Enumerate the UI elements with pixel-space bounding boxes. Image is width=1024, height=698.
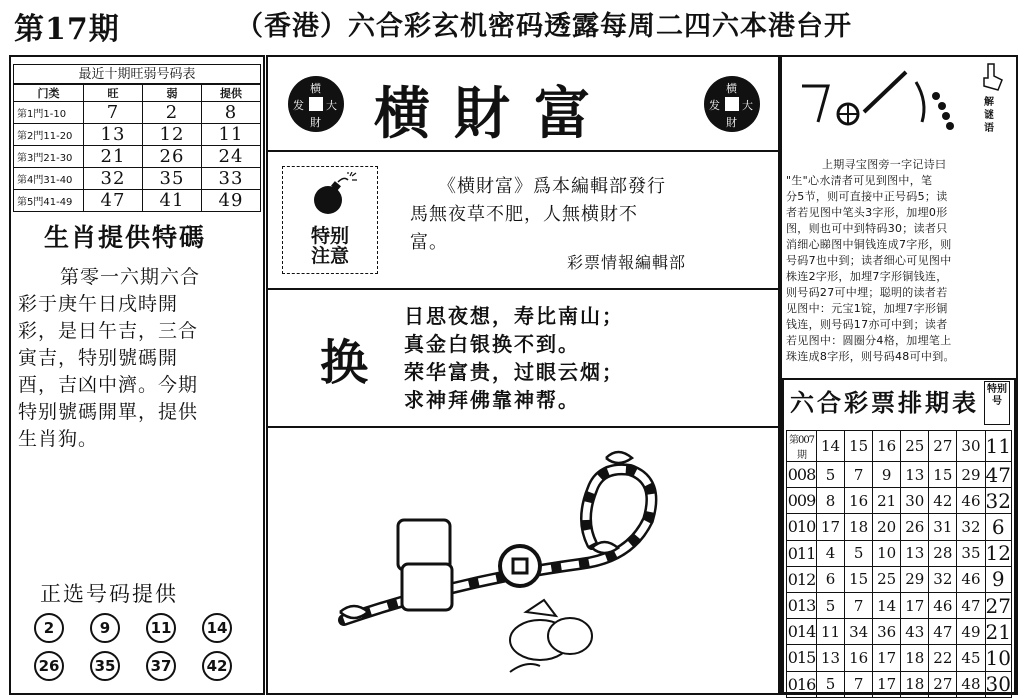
divider	[266, 150, 780, 152]
riddle-line: 者若见图中笔头3字形，加埋0形	[786, 206, 948, 219]
poem-line: 荣华富贵，过眼云烟；	[404, 360, 624, 384]
schedule-number-cell: 17	[817, 514, 845, 540]
stats-cell: 13	[84, 124, 143, 146]
notice-label-line: 注意	[310, 245, 349, 267]
schedule-number-cell: 11	[817, 619, 845, 645]
schedule-row	[787, 540, 1012, 566]
coin-char: 大	[742, 99, 753, 112]
poem-line: 求神拜佛靠神帮。	[404, 388, 580, 412]
schedule-special-label: 特别号	[984, 381, 1010, 425]
schedule-number-cell: 49	[957, 619, 985, 645]
schedule-row	[787, 514, 1012, 540]
coin-char: 財	[310, 116, 321, 129]
stats-cell: 32	[84, 168, 143, 190]
schedule-special-cell: 32	[985, 488, 1011, 513]
schedule-number-cell: 15	[845, 566, 873, 592]
coin-icon	[288, 76, 344, 132]
schedule-number-cell: 10	[873, 540, 901, 566]
schedule-number-cell: 46	[957, 566, 985, 592]
editor-credit: 彩票情報編輯部	[567, 253, 687, 272]
schedule-number-cell: 16	[845, 488, 873, 514]
schedule-row	[787, 431, 1012, 462]
riddle-line: 株连2字形，加埋7字形铜钱连，	[786, 270, 948, 283]
riddle-line: 钱连，则号码17亦可中到；读者	[786, 318, 948, 331]
stats-cell: 11	[202, 124, 261, 146]
bomb-icon	[310, 172, 360, 218]
schedule-row	[787, 592, 1012, 618]
stats-row	[14, 146, 261, 168]
schedule-number-cell: 16	[873, 431, 901, 462]
schedule-special-cell: 12	[985, 541, 1011, 566]
riddle-line: 上期寻宝图旁一字记诗曰	[822, 158, 947, 171]
schedule-number-cell: 30	[901, 488, 929, 514]
schedule-number-cell: 48	[957, 671, 985, 697]
schedule-number-cell: 32	[929, 566, 957, 592]
stats-cell: 49	[202, 190, 261, 212]
stats-cell: 47	[84, 190, 143, 212]
schedule-issue-cell: 011	[787, 540, 817, 566]
schedule-number-cell: 43	[901, 619, 929, 645]
schedule-number-cell: 5	[845, 540, 873, 566]
schedule-number-cell: 46	[957, 488, 985, 514]
riddle-picture	[796, 62, 972, 142]
schedule-special-cell: 6	[985, 514, 1011, 540]
schedule-number-cell: 14	[817, 431, 845, 462]
schedule-number-cell: 5	[817, 462, 845, 488]
schedule-title: 六合彩票排期表	[790, 388, 979, 417]
notice-label	[293, 226, 367, 266]
pick-number-ball: 35	[90, 651, 120, 681]
schedule-table	[786, 430, 1012, 698]
zodiac-line: 特别號碼開單，提供	[18, 401, 199, 423]
schedule-issue-cell: 009	[787, 488, 817, 514]
schedule-row	[787, 619, 1012, 645]
schedule-issue-cell: 015	[787, 645, 817, 671]
page-title: （香港）六合彩玄机密码透露每周二四六本港台开	[236, 11, 852, 42]
riddle-line: "生"心水清者可见到图中，笔	[786, 174, 933, 187]
zodiac-line: 彩，是日午吉，三合	[18, 320, 199, 342]
stats-row-label: 第2門11-20	[14, 124, 84, 146]
stats-row-label: 第1門1-10	[14, 102, 84, 124]
schedule-number-cell: 13	[901, 462, 929, 488]
stats-cell: 7	[84, 102, 143, 124]
coin-icon	[704, 76, 760, 132]
stats-col-header: 旺	[84, 85, 143, 102]
schedule-number-cell: 47	[929, 619, 957, 645]
schedule-number-cell: 5	[817, 671, 845, 697]
schedule-number-cell: 25	[873, 566, 901, 592]
intro-line: 馬無夜草不肥，人無横財不	[410, 204, 638, 225]
schedule-number-cell: 20	[873, 514, 901, 540]
schedule-special-cell: 47	[985, 462, 1011, 487]
schedule-special-cell: 11	[985, 431, 1011, 462]
schedule-issue-cell: 008	[787, 462, 817, 488]
riddle-line: 见图中：元宝1锭，加埋7字形铜	[786, 302, 948, 315]
schedule-number-cell: 22	[929, 645, 957, 671]
treasure-ruyi-illustration	[330, 440, 680, 690]
stats-col-header: 提供	[202, 85, 261, 102]
intro-line: 《横財富》爲本編輯部發行	[438, 176, 666, 197]
riddle-line: 珠连成8字形，则号码48可中到。	[786, 350, 955, 363]
zodiac-line: 彩于庚午日戌時開	[18, 293, 179, 315]
schedule-number-cell: 47	[957, 592, 985, 618]
riddle-line: 号码7也中到；读者细心可见图中	[786, 254, 952, 267]
issue-number: 第17期	[14, 12, 120, 47]
schedule-issue-cell: 013	[787, 592, 817, 618]
pick-number-ball: 9	[90, 613, 120, 643]
pick-number-ball: 26	[34, 651, 64, 681]
swap-character: 换	[320, 335, 369, 391]
stats-cell: 35	[143, 168, 202, 190]
schedule-number-cell: 7	[845, 462, 873, 488]
schedule-number-cell: 28	[929, 540, 957, 566]
schedule-number-cell: 32	[957, 514, 985, 540]
schedule-row	[787, 566, 1012, 592]
pick-number-ball: 14	[202, 613, 232, 643]
schedule-number-cell: 8	[817, 488, 845, 514]
stats-row	[14, 168, 261, 190]
stats-row	[14, 190, 261, 212]
schedule-issue-cell: 014	[787, 619, 817, 645]
stats-row-label: 第5門41-49	[14, 190, 84, 212]
schedule-number-cell: 18	[901, 671, 929, 697]
zodiac-line: 生肖狗。	[18, 428, 99, 450]
schedule-row	[787, 462, 1012, 488]
stats-col-header: 门类	[14, 85, 84, 102]
intro-line: 富。	[410, 232, 448, 253]
pick-number-ball: 11	[146, 613, 176, 643]
riddle-line: 若见图中：圆圈分4格，加埋笔上	[786, 334, 952, 347]
schedule-special-cell: 10	[985, 645, 1011, 670]
pointing-hand-icon	[982, 62, 1004, 92]
divider	[266, 426, 780, 428]
schedule-number-cell: 15	[845, 431, 873, 462]
schedule-row	[787, 671, 1012, 697]
schedule-special-cell: 30	[985, 672, 1011, 697]
schedule-number-cell: 21	[873, 488, 901, 514]
schedule-number-cell: 18	[845, 514, 873, 540]
stats-row	[14, 124, 261, 146]
stats-cell: 12	[143, 124, 202, 146]
schedule-number-cell: 17	[901, 592, 929, 618]
coin-char: 大	[326, 99, 337, 112]
schedule-number-cell: 13	[901, 540, 929, 566]
riddle-line: 消细心睇图中铜钱连成7字形，则	[786, 238, 952, 251]
schedule-number-cell: 25	[901, 431, 929, 462]
notice-label-line: 特别	[310, 225, 349, 247]
schedule-number-cell: 5	[817, 592, 845, 618]
schedule-number-cell: 27	[929, 431, 957, 462]
schedule-issue-cell: 第007期	[787, 431, 817, 462]
stats-cell: 33	[202, 168, 261, 190]
schedule-number-cell: 46	[929, 592, 957, 618]
poem-line: 真金白银换不到。	[404, 332, 580, 356]
schedule-number-cell: 34	[845, 619, 873, 645]
riddle-line: 分5节，则可直接中正号码5；读	[786, 190, 948, 203]
schedule-row	[787, 488, 1012, 514]
stats-cell: 26	[143, 146, 202, 168]
schedule-special-cell: 27	[985, 593, 1011, 618]
coin-char: 横	[726, 82, 737, 95]
schedule-issue-cell: 012	[787, 566, 817, 592]
picks-heading: 正选号码提供	[40, 582, 178, 606]
riddle-line: 则号码27可中埋；聪明的读者若	[786, 286, 948, 299]
schedule-number-cell: 13	[817, 645, 845, 671]
schedule-special-cell: 9	[985, 566, 1011, 592]
schedule-number-cell: 31	[929, 514, 957, 540]
schedule-number-cell: 18	[901, 645, 929, 671]
stats-cell: 24	[202, 146, 261, 168]
stats-cell: 8	[202, 102, 261, 124]
zodiac-heading: 生肖提供特碼	[44, 223, 207, 252]
schedule-number-cell: 4	[817, 540, 845, 566]
schedule-number-cell: 36	[873, 619, 901, 645]
stats-cell: 2	[143, 102, 202, 124]
schedule-number-cell: 26	[901, 514, 929, 540]
stats-table-title: 最近十期旺弱号码表	[13, 64, 261, 84]
schedule-number-cell: 29	[957, 462, 985, 488]
riddle-line: 图，则也可中到特码30；读者只	[786, 222, 948, 235]
divider	[266, 288, 780, 290]
schedule-row	[787, 645, 1012, 671]
schedule-number-cell: 45	[957, 645, 985, 671]
schedule-number-cell: 17	[873, 645, 901, 671]
stats-row-label: 第4門31-40	[14, 168, 84, 190]
schedule-number-cell: 15	[929, 462, 957, 488]
stats-row-label: 第3門21-30	[14, 146, 84, 168]
schedule-special-cell: 21	[985, 619, 1011, 644]
schedule-number-cell: 16	[845, 645, 873, 671]
pick-number-ball: 2	[34, 613, 64, 643]
zodiac-line: 酉，吉凶中濟。今期	[18, 374, 199, 396]
stats-row	[14, 102, 261, 124]
hint-label: 解谜语	[984, 97, 994, 134]
schedule-issue-cell: 010	[787, 514, 817, 540]
schedule-number-cell: 30	[957, 431, 985, 462]
coin-char: 发	[293, 99, 304, 112]
schedule-number-cell: 7	[845, 592, 873, 618]
schedule-number-cell: 7	[845, 671, 873, 697]
zodiac-line: 第零一六期六合	[60, 266, 201, 288]
schedule-number-cell: 35	[957, 540, 985, 566]
stats-cell: 41	[143, 190, 202, 212]
schedule-number-cell: 14	[873, 592, 901, 618]
stats-header-row	[14, 85, 261, 102]
stats-cell: 21	[84, 146, 143, 168]
stats-table	[13, 84, 261, 212]
stats-col-header: 弱	[143, 85, 202, 102]
pick-number-ball: 42	[202, 651, 232, 681]
coin-char: 发	[709, 99, 720, 112]
schedule-number-cell: 27	[929, 671, 957, 697]
schedule-issue-cell: 016	[787, 671, 817, 697]
schedule-number-cell: 29	[901, 566, 929, 592]
schedule-number-cell: 6	[817, 566, 845, 592]
coin-char: 財	[726, 116, 737, 129]
schedule-number-cell: 17	[873, 671, 901, 697]
schedule-number-cell: 9	[873, 462, 901, 488]
brand-title: 横財富	[374, 81, 614, 147]
schedule-number-cell: 42	[929, 488, 957, 514]
poem-line: 日思夜想，寿比南山；	[404, 304, 624, 328]
coin-char: 横	[310, 82, 321, 95]
zodiac-line: 寅吉，特别號碼開	[18, 347, 179, 369]
pick-number-ball: 37	[146, 651, 176, 681]
